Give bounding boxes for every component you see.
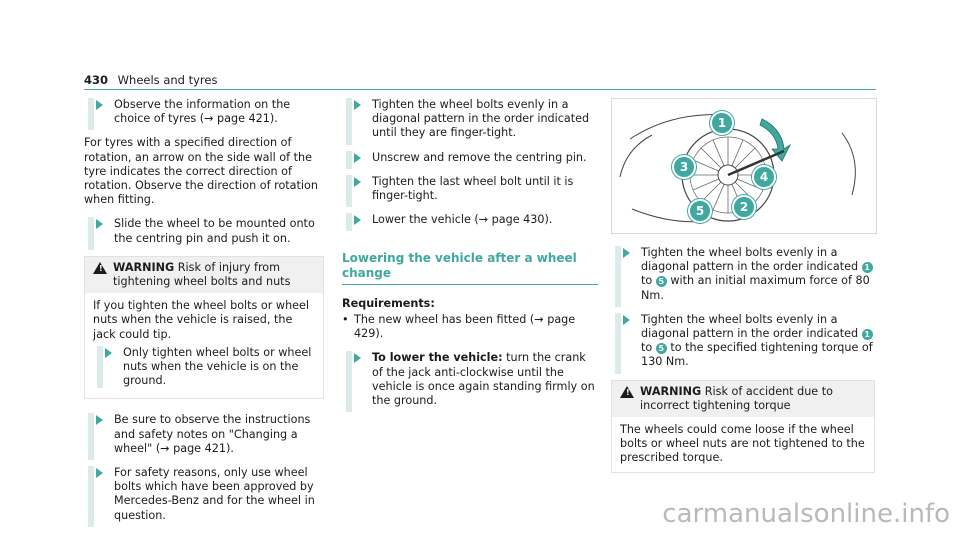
column-1 bbox=[84, 98, 324, 533]
step-lower-crank: To lower the vehicle: turn the crank of the jack anti-clockwise until the vehicle is once again standing firmly on the ground. bbox=[342, 351, 598, 408]
warning-title: Risk of accident due to incorrect tightening torque bbox=[640, 384, 833, 412]
step-wheel-bolts: For safety reasons, only use wheel bolts which have been approved by Mercedes-Benz and for the wheel in question. bbox=[84, 466, 324, 523]
page-number: 430 bbox=[84, 73, 109, 87]
step-arrow-icon bbox=[354, 353, 361, 363]
number-badge: 1 bbox=[862, 262, 873, 273]
callout-1: 1 bbox=[710, 111, 734, 135]
step-tighten-130nm: Tighten the wheel bolts evenly in a diagonal pattern in the order indicated 1 to 5 to the specified tightening torque of 130 Nm. bbox=[611, 313, 875, 370]
warning-triangle-icon: ! bbox=[93, 262, 107, 274]
requirement-item: • The new wheel has been fitted (→ page 429). bbox=[342, 313, 598, 341]
step-arrow-icon bbox=[96, 100, 103, 110]
warning-body: The wheels could come loose if the wheel bolts or wheel nuts are not tightened to the prescribed torque. bbox=[620, 423, 865, 465]
step-arrow-icon bbox=[354, 177, 361, 187]
step-arrow-icon bbox=[96, 415, 103, 425]
callout-3: 3 bbox=[672, 155, 696, 179]
step-slide-wheel: Slide the wheel to be mounted onto the centring pin and push it on. bbox=[84, 217, 324, 245]
step-observe-info: Observe the information on the choice of tyres (→ page 421). bbox=[84, 98, 324, 126]
step-arrow-icon bbox=[354, 215, 361, 225]
step-arrow-icon bbox=[623, 315, 630, 325]
number-badge: 5 bbox=[656, 343, 667, 354]
warning-body: If you tighten the wheel bolts or wheel nuts when the vehicle is raised, the jack could tip. bbox=[93, 299, 310, 341]
column-3 bbox=[611, 98, 875, 487]
step-last-bolt: Tighten the last wheel bolt until it is finger-tight. bbox=[342, 175, 598, 203]
warning-step: Only tighten wheel bolts or wheel nuts when the vehicle is on the ground. bbox=[93, 346, 315, 389]
warning-box-torque bbox=[611, 380, 875, 473]
requirements-label: Requirements: bbox=[342, 296, 435, 310]
warning-box-injury bbox=[84, 256, 324, 400]
warning-label: WARNING bbox=[113, 260, 175, 274]
warning-triangle-icon: ! bbox=[620, 386, 634, 398]
step-arrow-icon bbox=[105, 348, 112, 358]
step-observe-safety: Be sure to observe the instructions and safety notes on "Changing a wheel" (→ page 421). bbox=[84, 413, 324, 456]
section-title: Lowering the vehicle after a wheel change bbox=[342, 251, 598, 284]
page-header bbox=[84, 73, 217, 87]
step-arrow-icon bbox=[623, 248, 630, 258]
number-badge: 1 bbox=[862, 329, 873, 340]
page-title: Wheels and tyres bbox=[117, 73, 218, 87]
step-arrow-icon bbox=[354, 153, 361, 163]
step-lower-vehicle: Lower the vehicle (→ page 430). bbox=[342, 213, 598, 227]
number-badge: 5 bbox=[656, 276, 667, 287]
step-arrow-icon bbox=[354, 100, 361, 110]
warning-label: WARNING bbox=[640, 384, 702, 398]
header-rule bbox=[84, 89, 876, 90]
step-tighten-80nm: Tighten the wheel bolts evenly in a diagonal pattern in the order indicated 1 to 5 with an initial maximum force of 80 Nm. bbox=[611, 246, 875, 303]
rotation-paragraph: For tyres with a specified direction of rotation, an arrow on the side wall of the tyre indicates the correct direction of rotation. Observe the direction of rotation when fitting. bbox=[84, 136, 318, 207]
step-arrow-icon bbox=[96, 468, 103, 478]
wheel-bolt-diagram bbox=[611, 98, 877, 234]
callout-4: 4 bbox=[752, 165, 776, 189]
step-tighten-finger: Tighten the wheel bolts evenly in a diagonal pattern in the order indicated until they are finger-tight. bbox=[342, 98, 598, 141]
callout-2: 2 bbox=[732, 195, 756, 219]
warning-title: Risk of injury from tightening wheel bolts and nuts bbox=[113, 260, 291, 289]
step-arrow-icon bbox=[96, 219, 103, 229]
step-remove-pin: Unscrew and remove the centring pin. bbox=[342, 151, 598, 165]
column-2 bbox=[342, 98, 598, 418]
callout-5: 5 bbox=[688, 199, 712, 223]
watermark: carmanualsonline.info bbox=[662, 499, 950, 529]
